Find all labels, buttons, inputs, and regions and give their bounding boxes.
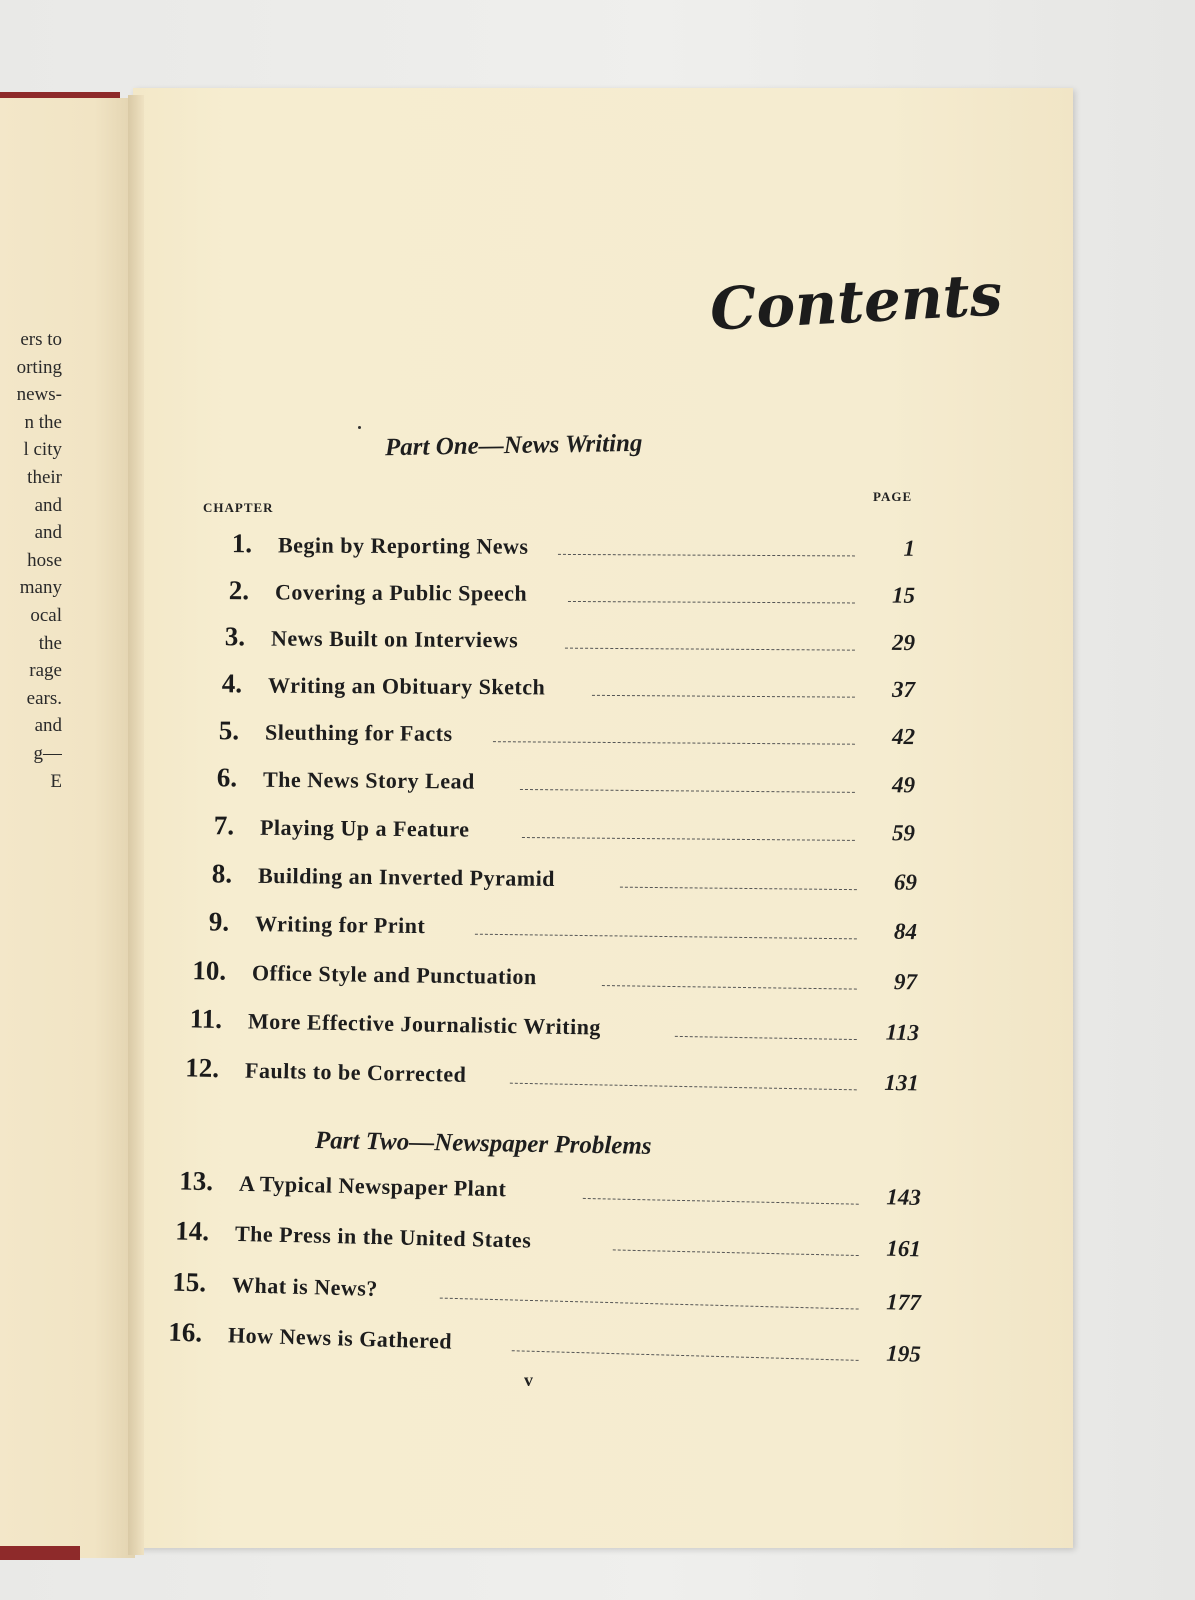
toc-entry [189,621,915,666]
chapter-title: Begin by Reporting News [277,532,529,559]
chapter-title: The Press in the United States [234,1220,532,1253]
chapter-title: Writing for Print [254,911,426,939]
ink-mark [358,426,361,429]
left-fragment: and [34,494,62,516]
chapter-title: A Typical Newspaper Plant [238,1170,507,1202]
toc-entry [176,858,917,906]
contents-title: Contents [708,260,1004,344]
dot-leader [558,554,855,557]
dot-leader [522,837,855,841]
page-number: 177 [886,1289,922,1316]
dot-leader [592,695,855,698]
left-fragment: g— [33,742,62,764]
dot-leader [475,934,857,940]
dot-leader [620,887,857,890]
toc-entry [186,668,915,713]
page-number: 69 [893,869,918,895]
dot-leader [512,1350,859,1361]
page-number: 1 [903,535,916,561]
chapter-title: Writing an Obituary Sketch [267,672,546,700]
left-fragment: hose [27,549,62,571]
left-fragment: their [27,466,62,488]
book-gutter [128,95,144,1555]
page-label: PAGE [873,489,913,504]
left-fragment: and [34,522,62,544]
toc-entry [178,810,915,856]
left-cover-bottom [0,1546,80,1560]
toc-entry [193,575,915,619]
chapter-title: Playing Up a Feature [259,814,470,842]
chapter-title: Sleuthing for Facts [264,719,453,746]
left-fragment: ers to [20,329,62,350]
chapter-number: 5. [218,715,240,746]
chapter-title: Building an Inverted Pyramid [257,862,556,891]
chapter-number: 12. [185,1052,220,1084]
page-number: 49 [891,772,916,798]
chapter-number: 13. [179,1165,214,1197]
page-number: 195 [885,1340,922,1367]
dot-leader [583,1198,859,1205]
chapter-number: 2. [228,575,250,606]
page-number: 84 [893,918,918,945]
page-number: 37 [891,676,916,703]
chapter-number: 3. [224,621,246,652]
chapter-title: How News is Gathered [227,1322,453,1354]
dot-leader [568,601,855,604]
dot-leader [602,985,857,990]
page-number: 29 [891,629,916,656]
chapter-number: 15. [171,1266,207,1298]
dot-leader [440,1298,859,1310]
left-fragment: news- [16,384,62,406]
left-fragment: the [38,632,62,654]
page-number: 42 [891,723,916,750]
page-folio: v [524,1370,533,1390]
left-fragment: n the [24,411,62,433]
chapter-number: 9. [208,906,230,937]
left-fragment: ocal [30,604,62,626]
page-number: 143 [886,1184,922,1210]
left-page-text [0,326,62,795]
dot-leader [675,1036,857,1040]
page-number: 97 [893,969,918,995]
dot-leader [493,741,855,745]
chapter-title: The News Story Lead [262,766,475,794]
chapter-label: CHAPTER [203,500,274,515]
chapter-number: 6. [216,762,238,793]
left-fragment: l city [23,439,62,461]
page-number: 15 [891,582,916,608]
dot-leader [510,1083,857,1091]
chapter-number: 11. [189,1003,223,1034]
left-fragment: orting [16,356,62,378]
chapter-title: Office Style and Punctuation [251,960,537,990]
page-number: 131 [884,1069,920,1096]
left-page [0,98,135,1558]
toc-entry [181,762,915,808]
part-one-heading: Part One—News Writing [384,429,643,462]
page-number: 161 [886,1235,922,1262]
left-fragment: E [50,770,62,792]
left-fragment: rage [29,660,62,682]
chapter-title: More Effective Journalistic Writing [247,1008,602,1040]
page-number: 113 [885,1019,920,1046]
left-fragment: ears. [26,687,62,709]
dot-leader [565,648,855,651]
chapter-title: Covering a Public Speech [274,579,528,606]
toc-entry [196,528,915,572]
chapter-number: 1. [231,528,253,559]
chapter-number: 8. [211,858,233,889]
left-fragment: and [34,715,62,737]
chapter-title: Faults to be Corrected [244,1057,467,1087]
chapter-number: 16. [167,1316,203,1348]
page-number: 59 [891,820,916,846]
chapter-number: 10. [192,955,227,986]
dot-leader [520,789,855,793]
chapter-title: What is News? [231,1272,379,1301]
part-two-heading: Part Two—Newspaper Problems [314,1127,652,1160]
left-fragment: many [19,577,62,599]
toc-entry [183,715,915,760]
chapter-number: 14. [175,1215,210,1247]
chapter-title: News Built on Interviews [270,625,519,653]
dot-leader [613,1249,859,1256]
chapter-number: 4. [221,668,243,699]
chapter-number: 7. [213,810,235,841]
